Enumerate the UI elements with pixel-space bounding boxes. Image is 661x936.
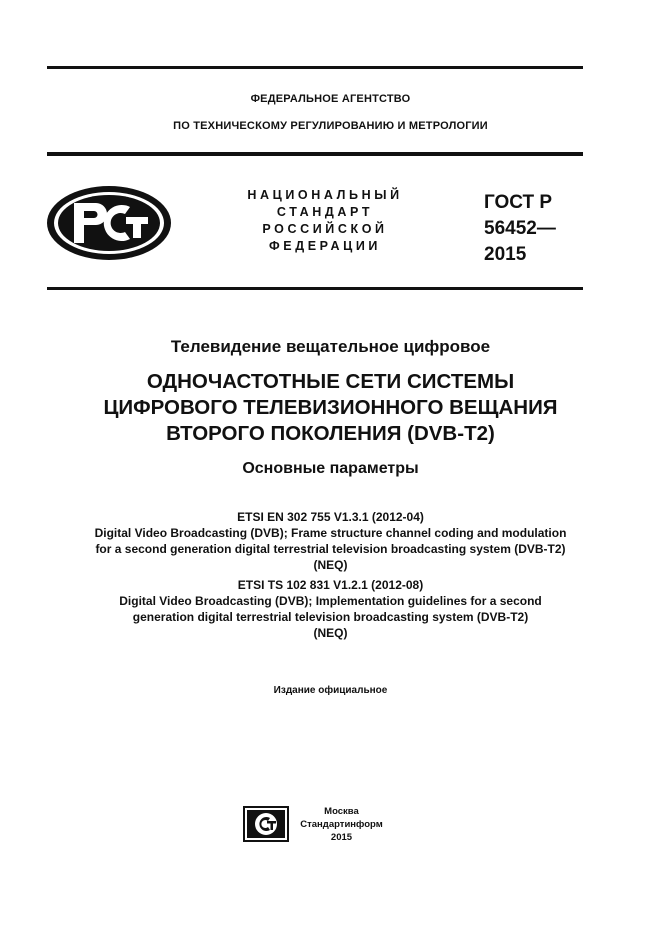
document-topic: Телевидение вещательное цифровое	[170, 337, 491, 356]
designation-rule	[47, 287, 583, 290]
reference-line: ETSI TS 102 831 V1.2.1 (2012-08)	[237, 578, 424, 592]
title-line: ЦИФРОВОГО ТЕЛЕВИЗИОННОГО ВЕЩАНИЯ	[103, 396, 558, 419]
designation-line: 2015	[484, 244, 527, 265]
standartinform-logo-icon	[243, 806, 289, 842]
reference-line: generation digital terrestrial television broadcasting system (DVB-T2)	[132, 610, 529, 624]
reference-line: for a second generation digital terrestrial television broadcasting system (DVB-T2)	[95, 542, 566, 556]
title-line: ВТОРОГО ПОКОЛЕНИЯ (DVB-T2)	[166, 422, 495, 445]
national-line: ФЕДЕРАЦИИ	[268, 239, 381, 253]
document-title	[0, 369, 661, 447]
agency-line-2: ПО ТЕХНИЧЕСКОМУ РЕГУЛИРОВАНИЮ И МЕТРОЛОГИИ	[173, 120, 488, 132]
reference-block-2	[0, 577, 661, 641]
reference-line: ETSI EN 302 755 V1.3.1 (2012-04)	[237, 510, 424, 524]
edition-label: Издание официальное	[273, 685, 388, 696]
reference-line: Digital Video Broadcasting (DVB); Frame structure channel coding and modulation	[94, 526, 567, 540]
publisher-info	[294, 805, 389, 844]
publisher-city: Москва	[324, 806, 359, 817]
national-line: РОССИЙСКОЙ	[262, 222, 388, 236]
reference-line: (NEQ)	[313, 626, 348, 640]
title-line: ОДНОЧАСТОТНЫЕ СЕТИ СИСТЕМЫ	[146, 370, 515, 393]
designation-line: 56452—	[484, 218, 556, 239]
top-rule	[47, 66, 583, 69]
standard-designation	[484, 190, 556, 268]
publisher-name: Стандартинформ	[300, 819, 383, 830]
reference-line: Digital Video Broadcasting (DVB); Implementation guidelines for a second	[119, 594, 542, 608]
designation-line: ГОСТ Р	[484, 192, 553, 213]
reference-block-1	[0, 509, 661, 573]
header-rule	[47, 152, 583, 156]
national-line: НАЦИОНАЛЬНЫЙ	[247, 188, 403, 202]
publisher-year: 2015	[330, 832, 353, 843]
document-subtitle: Основные параметры	[242, 460, 419, 477]
national-line: СТАНДАРТ	[276, 205, 374, 219]
national-standard-block	[210, 187, 440, 255]
reference-line: (NEQ)	[313, 558, 348, 572]
gost-r-certification-logo-icon	[44, 183, 174, 263]
agency-line-1: ФЕДЕРАЛЬНОЕ АГЕНТСТВО	[250, 93, 411, 105]
